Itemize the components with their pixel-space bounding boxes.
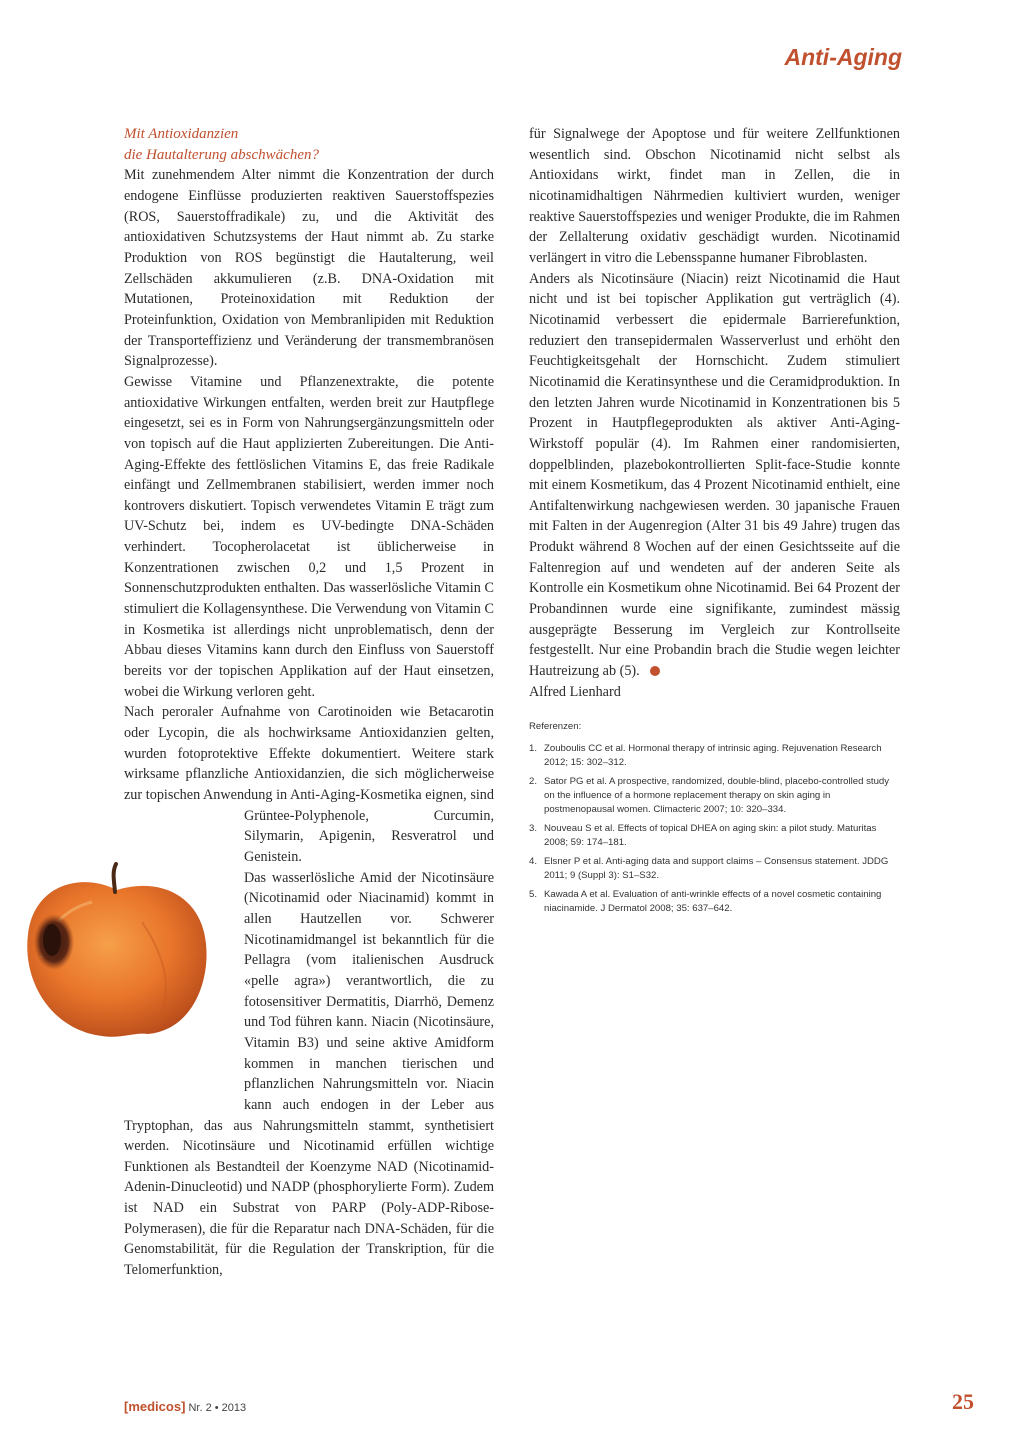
reference-number: 1. bbox=[529, 743, 538, 755]
footer bbox=[124, 1399, 246, 1414]
reference-text: Nouveau S et al. Effects of topical DHEA on aging skin: a pilot study. Maturitas 2008; 59: 174–181. bbox=[544, 823, 877, 849]
body-paragraph bbox=[529, 269, 900, 682]
end-mark-icon bbox=[650, 666, 660, 676]
subhead-line-1: Mit Antioxidanzien bbox=[124, 126, 239, 142]
section-title: Anti-Aging bbox=[784, 44, 902, 70]
body-paragraph: Das wasserlösliche Amid der Nicotinsäure (Nicotinamid oder Niacinamid) kommt in allen Hautzellen vor. Schwerer Nicotinamidmangel ist bekanntlich für die Pellagra (vom italienischen Ausdruck «pelle agra») verantwortlich, die zu fotosensitiver Dermatitis, Diarrhö, Demenz und Tod führen kann. Niacin (Nicotinsäure, Vitamin B3) und seine aktive Amidform kommen in manchen tierischen und pflanzlichen Nahrungsmitteln vor. Niacin kann auch endogen in der Leber aus Tryptophan, das aus Nahrungsmitteln stammt, synthetisiert werden. Nicotinsäure und Nicotinamid erfüllen wichtige Funktionen als Bestandteil der Koenzyme NAD (Nicotinamid-Adenin-Dinucleotid) und NADP (phosphorylierte Form). Zudem ist NAD ein Substrat von PARP (Poly-ADP-Ribose-Polymerasen), die für die Reparatur nach DNA-Schäden, für die Genomstabilität, für die Regulation der Transkription, für die Telomerfunktion, bbox=[124, 869, 494, 1279]
references bbox=[529, 720, 900, 916]
reference-item bbox=[529, 822, 900, 850]
reference-item bbox=[529, 855, 900, 883]
reference-number: 5. bbox=[529, 889, 538, 901]
left-column bbox=[124, 124, 494, 1281]
subhead-line-2: die Hautalterung abschwächen? bbox=[124, 146, 319, 163]
reference-item bbox=[529, 742, 900, 770]
reference-number: 2. bbox=[529, 776, 538, 788]
right-column bbox=[529, 124, 900, 921]
reference-text: Elsner P et al. Anti-aging data and support claims – Consensus statement. JDDG 2011; 9 (Suppl 3): S1–S32. bbox=[544, 856, 889, 882]
reference-text: Sator PG et al. A prospective, randomized, double-blind, placebo-controlled study on the influence of a hormone replacement therapy on skin aging in postmenopausal women. Climacteric 2007; 10: 320–334. bbox=[544, 776, 890, 816]
magazine-brand: [medicos] bbox=[124, 1399, 186, 1414]
body-paragraph-text: Anders als Nicotinsäure (Niacin) reizt Nicotinamid die Haut nicht und ist bei topischer Applikation gut verträglich (4). Nicotinamid verbessert die epidermale Barrierefunktion, reduziert den transepidermalen Wasserverlust und erhöht den Feuchtigkeitsgehalt der Hornschicht. Zudem stimuliert Nicotinamid die Keratinsynthese und die Ceramidproduktion. In den letzten Jahren wurde Nicotinamid in Konzentrationen bis 5 Prozent in Hautpflegeprodukten als aktiver Anti-Aging-Wirkstoff populär (4). Im Rahmen einer randomisierten, doppelblinden, plazebokontrollierten Split-face-Studie konnte mit einem Kosmetikum, das 4 Prozent Nicotinamid enthielt, eine Antifaltenwirkung nachgewiesen werden. 30 japanische Frauen mit Falten in der Augenregion (Alter 31 bis 49 Jahre) trugen das Produkt während 8 Wochen auf der einen Gesichtsseite auf die Faltenregion auf und wendeten auf der anderen Seite als Kontrolle ein Kosmetikum ohne Nicotinamid. Bei 64 Prozent der Probandinnen wurde eine signifikante, zumindest mässig ausgeprägte Besserung im Vergleich zur Kontrollseite festgestellt. Nur eine Probandin brach die Studie wegen leichter Hautreizung ab (5). bbox=[529, 270, 900, 680]
references-title: Referenzen: bbox=[529, 721, 582, 733]
body-paragraph: für Signalwege der Apoptose und für weitere Zellfunktionen wesentlich sind. Obschon Nicotinamid nicht selbst als Antioxidans wirkt, findet man in Zellen, die in nicotinamidhaltigen Nährmedien kultiviert wurden, weniger reaktive Sauerstoffspezies und weniger Produkte, die im Rahmen der Zellalterung oxidativ geschädigt wurden. Nicotinamid verlängert in vitro die Lebensspanne humaner Fibroblasten. bbox=[529, 126, 900, 266]
page-number: 25 bbox=[952, 1389, 974, 1414]
references-list bbox=[529, 742, 900, 916]
image-wrap-spacer bbox=[124, 806, 244, 1104]
reference-item bbox=[529, 888, 900, 916]
reference-number: 4. bbox=[529, 856, 538, 868]
body-paragraph: Mit zunehmendem Alter nimmt die Konzentration der durch endogene Einflüsse produzierten reaktiven Sauerstoffspezies (ROS, Sauerstoffradikale) zu, und die Aktivität des antioxidativen Schutzsystems der Haut nimmt ab. Zu starke Produktion von ROS begünstigt die Hautalterung, weil Zellschäden akkumulieren (z.B. DNA-Oxidation mit Mutationen, Proteinoxidation mit Reduktion der Proteinfunktion, Oxidation von Membranlipiden mit Reduktion der Transporteffizienz und Veränderung der transmembranösen Signalprozesse). bbox=[124, 167, 494, 370]
reference-item bbox=[529, 775, 900, 817]
body-paragraph-text: Nach peroraler Aufnahme von Carotinoiden wie Betacarotin oder Lycopin, die als hochwirksame Antioxidanzien gelten, wurden fotoprotektive Effekte dokumentiert. Weitere stark wirksame pflanzliche Antioxidanzien, die sich möglicherweise zur topischen Anwendung in Anti-Aging-Kosmetika eignen, sind Grüntee-Polyphenole, Curcumin, Silymarin, Apigenin, Resveratrol und Genistein. bbox=[124, 704, 494, 865]
reference-text: Kawada A et al. Evaluation of anti-wrinkle effects of a novel cosmetic containing niacinamide. J Dermatol 2008; 35: 637–642. bbox=[544, 889, 882, 915]
author-name: Alfred Lienhard bbox=[529, 683, 621, 700]
reference-number: 3. bbox=[529, 823, 538, 835]
body-paragraph: Gewisse Vitamine und Pflanzenextrakte, die potente antioxidative Wirkungen entfalten, werden breit zur Hautpflege eingesetzt, sei es in Form von Nahrungsergänzungsmitteln oder von topisch auf die Haut applizierten Zubereitungen. Die Anti-Aging-Effekte des fettlöslichen Vitamins E, das freie Radikale einfängt und Zellmembranen stabilisiert, werden immer noch kontrovers diskutiert. Topisch verwendetes Vitamin E trägt zum UV-Schutz bei, indem es UV-bedingte DNA-Schäden verhindert. Tocopherolacetat ist üblicherweise in Konzentrationen zwischen 0,2 und 1,5 Prozent in Sonnenschutzprodukten enthalten. Das wasserlösliche Vitamin C stimuliert die Kollagensynthese. Die Verwendung von Vitamin C in Kosmetika ist allerdings nicht unproblematisch, denn der Abbau dieses Vitamins kann durch den Einfluss von Sauerstoff bereits vor der topischen Applikation auf der Haut einsetzen, wobei die Wirkung verloren geht. bbox=[124, 373, 494, 700]
issue-info: Nr. 2 • 2013 bbox=[188, 1402, 247, 1414]
reference-text: Zouboulis CC et al. Hormonal therapy of intrinsic aging. Rejuvenation Research 2012; 15: 302–312. bbox=[544, 743, 882, 769]
